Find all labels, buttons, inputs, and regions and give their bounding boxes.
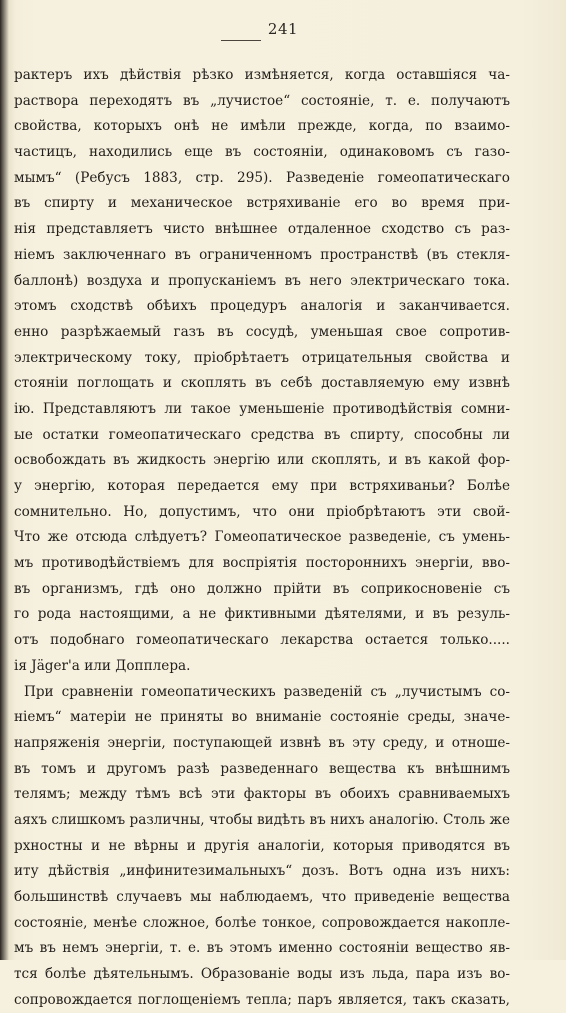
text-line: этомъ сходствѣ обѣихъ процедуръ аналогія и заканчивается.	[14, 298, 510, 315]
text-line: сомнительно. Но, допустимъ, что они пріобрѣтаютъ эти свой-	[14, 503, 510, 520]
text-line: ію. Представляютъ ли такое уменьшеніе противодѣйствія сомни-	[14, 400, 510, 417]
text-line: иту дѣйствія „инфинитезимальныхъ“ дозъ. Вотъ одна изъ нихъ:	[14, 863, 510, 880]
text-line: частицъ, находились еще въ состояніи, одинаковомъ съ газо-	[14, 144, 510, 161]
text-line: го рода настоящими, а не фиктивными дѣятелями, и въ резуль-	[14, 606, 510, 623]
text-line: свойства, которыхъ онѣ не имѣли прежде, когда, по взаимо-	[14, 118, 510, 135]
text-line: раствора переходятъ въ „лучистое“ состояніе, т. е. получаютъ	[14, 92, 510, 109]
text-line: мъ въ немъ энергіи, т. е. въ этомъ именно состояніи вещество яв-	[14, 940, 510, 957]
text-line: большинствѣ случаевъ мы наблюдаемъ, что приведеніе вещества	[14, 889, 510, 905]
text-line: состояніе, менѣе сложное, болѣе тонкое, сопровождается накопле-	[14, 914, 510, 931]
text-line: въ спирту и механическое встряхиваніе его во время при-	[14, 195, 510, 212]
text-line: стояніи поглощать и скоплять въ себѣ доставляемую ему извнѣ	[14, 375, 510, 392]
paragraph-end-line: ія Jäger'а или Допплера.	[14, 657, 191, 674]
text-line: рактеръ ихъ дѣйствія рѣзко измѣняется, когда оставшіяся ча-	[14, 67, 510, 83]
text-line: освобождать въ жидкость энергію или скоплять, и въ какой фор-	[14, 452, 510, 469]
text-line: въ организмъ, гдѣ оно должно прійти въ соприкосновеніе съ	[14, 580, 510, 597]
text-line: тся болѣе дѣятельнымъ. Образованіе воды изъ льда, пара изъ во-	[14, 966, 510, 983]
text-line: нія представляетъ чисто внѣшнее отдаленное сходство съ раз-	[14, 221, 510, 238]
text-line: ые остатки гомеопатическаго средства въ спирту, способны ли	[14, 426, 510, 443]
page-number: 241	[267, 20, 299, 38]
text-line: Что же отсюда слѣдуетъ? Гомеопатическое разведеніе, съ умень-	[14, 529, 510, 546]
paragraph-start-line: При сравненіи гомеопатическихъ разведеній съ „лучистымъ со-	[24, 683, 510, 700]
text-line: отъ подобнаго гомеопатическаго лекарства остается только.....	[14, 632, 510, 649]
text-line: у энергію, которая передается ему при встряхиваньи? Болѣе	[14, 478, 510, 494]
text-line: электрическому току, пріобрѣтаетъ отрицательныя свойства и	[14, 349, 510, 366]
text-line: мымъ“ (Ребусъ 1883, стр. 295). Разведеніе гомеопатическаго	[14, 169, 510, 186]
text-line: ніемъ“ матеріи не приняты во вниманіе состояніе среды, значе-	[14, 709, 510, 726]
text-line: мъ противодѣйствіемъ для воспріятія постороннихъ энергіи, вво-	[14, 555, 510, 572]
body-text	[14, 63, 510, 1013]
text-line: напряженія энергіи, поступающей извнѣ въ эту среду, и отноше-	[14, 734, 510, 751]
text-line: аяхъ слишкомъ различны, чтобы видѣть въ нихъ аналогію. Столь же	[14, 811, 510, 828]
page-number-rule	[221, 40, 261, 41]
text-line: сопровождается поглощеніемъ тепла; паръ является, такъ сказать,	[14, 991, 510, 1008]
text-line: енно разрѣжаемый газъ въ сосудѣ, уменьшая свое сопротив-	[14, 323, 510, 340]
text-line: рхностны и не вѣрны и другія аналогіи, которыя приводятся въ	[14, 837, 510, 854]
text-line: ніемъ заключеннаго въ ограниченномъ пространствѣ (въ стекля-	[14, 246, 510, 263]
text-line: баллонѣ) воздуха и пропусканіемъ въ него электрическаго тока.	[14, 272, 510, 289]
text-line: телямъ; между тѣмъ всѣ эти факторы въ обоихъ сравниваемыхъ	[14, 786, 510, 803]
text-line: въ томъ и другомъ разѣ разведеннаго вещества къ внѣшнимъ	[14, 760, 510, 777]
